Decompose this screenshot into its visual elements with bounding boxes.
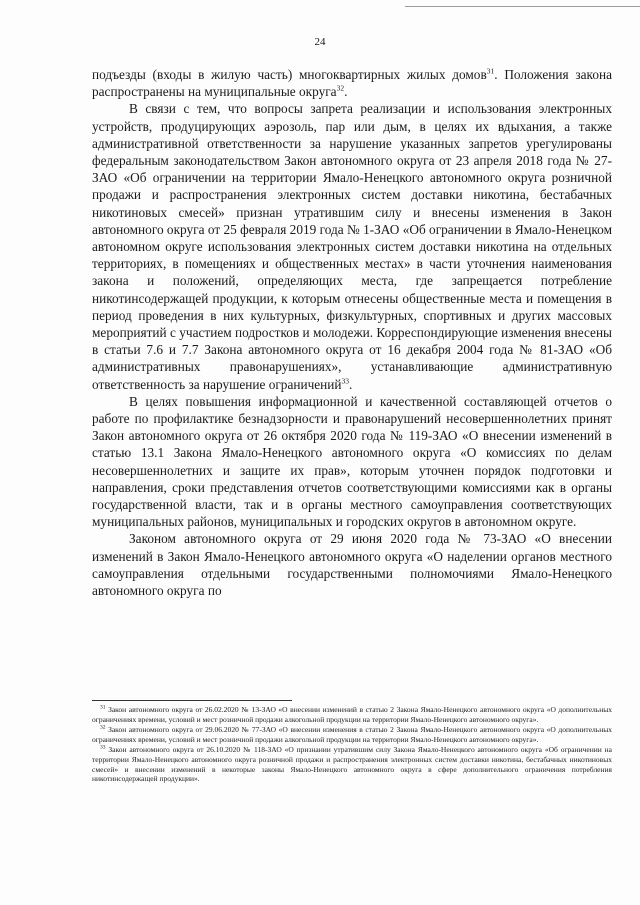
paragraph [92,393,612,531]
footnote [92,705,612,724]
footnote-text: Закон автономного округа от 29.06.2020 № 77-ЗАО «О внесении изменения в статью 2 Закона Ямало-Ненецкого автономного округа «О дополнительных ограничениях времени, условий и мест розничной продажи алкогольной продукции на территории Ямало-Ненецкого автономного округа». [92,725,612,744]
footnote [92,745,612,783]
paragraph-text: подъезды (входы в жилую часть) многоквартирных жилых домов [92,67,487,82]
footnote-separator [92,700,292,701]
paragraph-text: В целях повышения информационной и качественной составляющей отчетов о работе по профилактике безнадзорности и правонарушений несовершеннолетних принят Закон автономного округа от 26 октября 2020 года № 119-ЗАО «О внесении изменений в статью 13.1 Закона Ямало-Ненецкого автономного округа «О комиссиях по делам несовершеннолетних и защите их прав», которым уточнен порядок подготовки и направления, сроки представления отчетов соответствующими комиссиями как в органы государственной власти, так и в органы местного самоуправления соответствующих муниципальных районов, муниципальных и городских округов в автономном округе. [92,393,612,530]
paragraph [92,100,612,392]
paragraph-text: . Положения закона распространены на муниципальные округа [92,67,612,100]
footnote-number: 33 [100,744,106,751]
paragraph-text: . [344,84,348,100]
main-text [92,66,612,599]
paragraph-text: . [349,376,353,392]
paragraph-text: Законом автономного округа от 29 июня 2020 года № 73-ЗАО «О внесении изменений в Закон Ямало-Ненецкого автономного округа «О наделении органов местного самоуправления отдельными государственными полномочиями Ямало-Ненецкого автономного округа по [92,531,612,599]
paragraph-text: В связи с тем, что вопросы запрета реализации и использования электронных устройств, продуцирующих аэрозоль, пар или дым, в целях их вдыхания, а также административной ответственности за нарушение указанных запретов урегулированы федеральным законодательством Закон автономного округа от 23 апреля 2018 года № 27-ЗАО «Об ограничении на территории Ямало-Ненецкого автономного округа розничной продажи и распространения электронных систем доставки никотина, бестабачных никотиновых смесей» признан утратившим силу и внесены изменения в Закон автономного округа от 25 февраля 2019 года № 1-ЗАО «Об ограничении в Ямало-Ненецком автономном округе использования электронных систем доставки никотина на отдельных территориях, в помещениях и общественных местах» в части уточнения наименования закона и положений, определяющих места, где запрещается потребление никотинсодержащей продукции, к которым отнесены общественные места и помещения в период проведения в них культурных, физкультурных, спортивных и других массовых мероприятий с участием подростков и молодежи. Корреспондирующие изменения внесены в статьи 7.6 и 7.7 Закона автономного округа от 16 декабря 2004 года № 81-ЗАО «Об административных правонарушениях», устанавливающие административную ответственность за нарушение ограничений [92,101,612,392]
paragraph [92,66,612,100]
footnote-number: 31 [100,704,106,711]
footnotes [92,705,612,785]
footnote-reference: 32 [336,83,345,93]
footnote [92,725,612,744]
footnote-text: Закон автономного округа от 26.10.2020 № 118-ЗАО «О признании утратившим силу Закона Ямало-Ненецкого автономного округа «Об ограничении на территории Ямало-Ненецкого автономного округа розничной продажи и распространения электронных систем доставки никотина, бестабачных никотиновых смесей» и внесении изменений в некоторые законы Ямало-Ненецкого автономного округа в сфере дополнительного ограничения потребления никотинсодержащей продукции». [92,745,612,784]
footnote-reference: 33 [341,376,350,386]
footnote-reference: 31 [486,66,495,76]
page-number: 24 [314,36,326,48]
scan-edge-line [405,6,640,7]
footnote-text: Закон автономного округа от 26.02.2020 № 13-ЗАО «О внесении изменений в статью 2 Закона Ямало-Ненецкого автономного округа «О дополнительных ограничениях времени, условий и мест розничной продажи алкогольной продукции на территории Ямало-Ненецкого автономного округа». [92,705,612,724]
footnote-number: 32 [100,724,106,731]
paragraph [92,530,612,599]
